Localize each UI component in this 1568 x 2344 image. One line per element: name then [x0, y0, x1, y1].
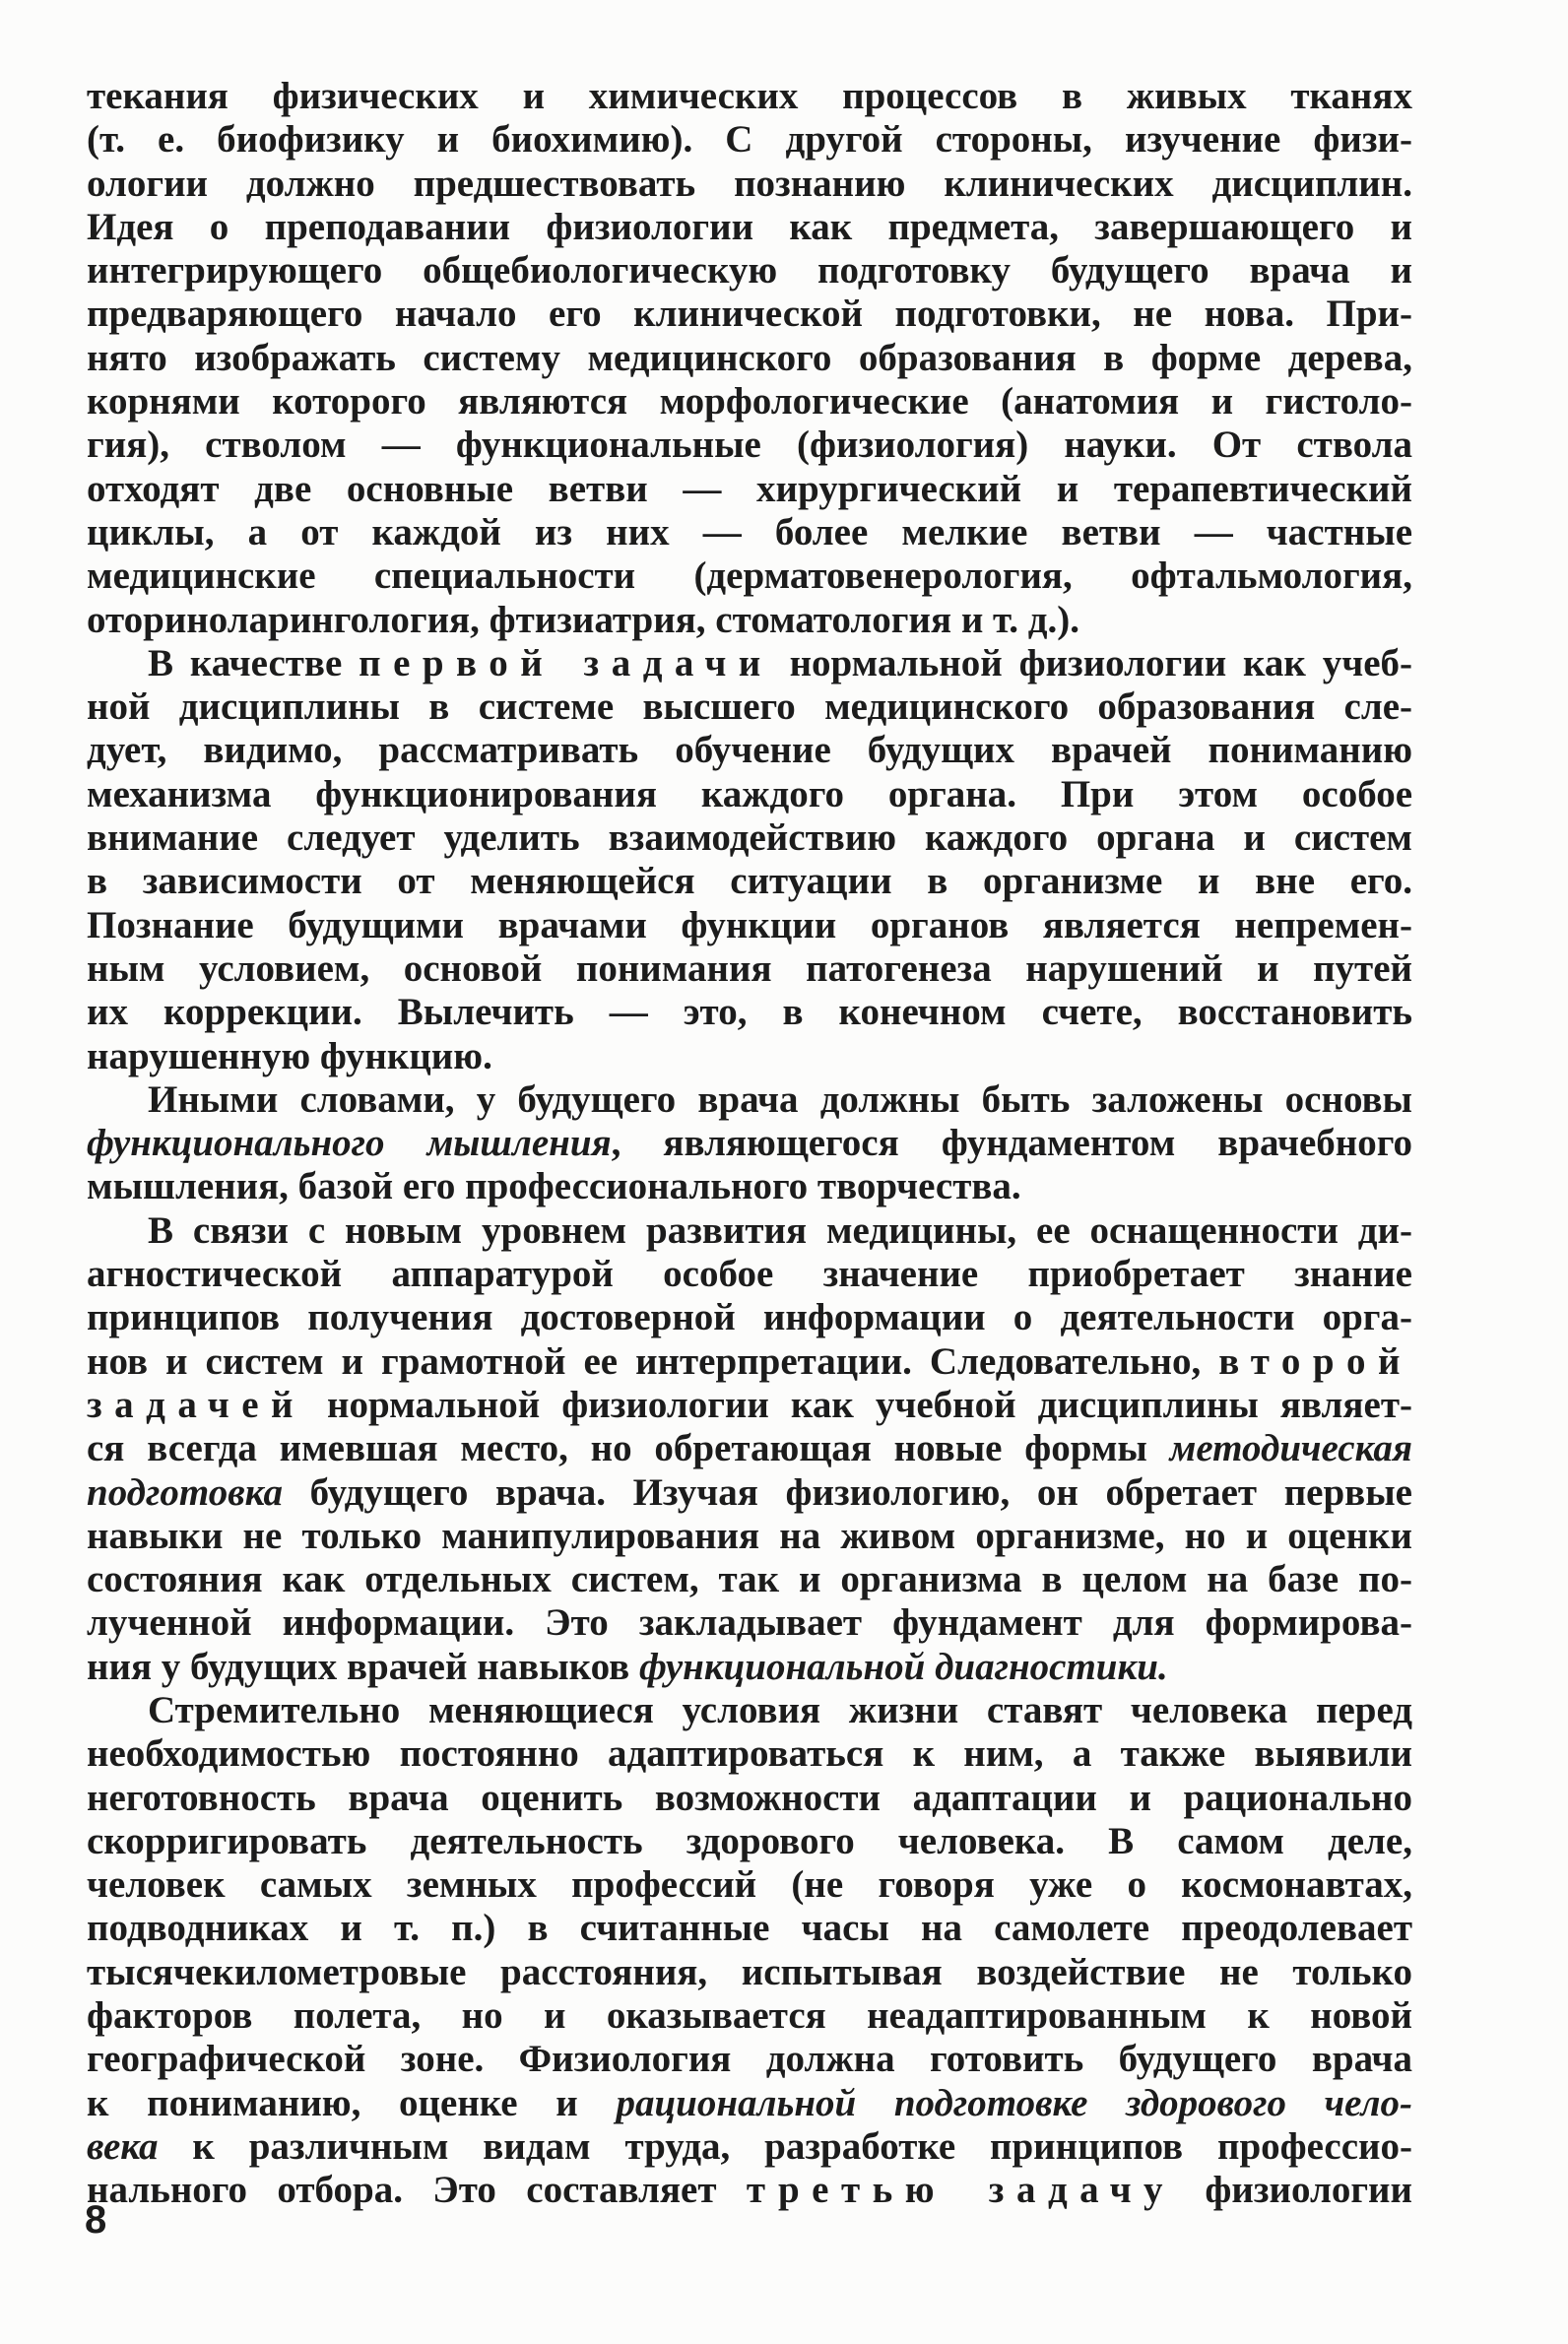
text-run: ной дисциплины в системе высшего медицинского образования сле-	[87, 685, 1412, 729]
text-run: механизма функционирования каждого органа. При этом особое	[87, 772, 1412, 815]
text-run: Стремительно меняющиеся условия жизни ставят человека перед	[148, 1688, 1412, 1731]
text-line	[87, 293, 1412, 336]
text-run: ологии должно предшествовать познанию клинических дисциплин.	[87, 162, 1412, 205]
spaced-emphasis: задачей	[87, 1383, 305, 1426]
text-line	[87, 1165, 1412, 1208]
text-run: неготовность врача оценить возможности адаптации и рационально	[87, 1776, 1412, 1819]
text-line	[87, 468, 1412, 511]
text-run: принципов получения достоверной информации о деятельности орга-	[87, 1296, 1412, 1339]
text-run: ся всегда имевшая место, но обретающая новые формы	[87, 1427, 1170, 1470]
text-line	[87, 599, 1412, 642]
text-line	[87, 554, 1412, 598]
text-run: Познание будущими врачами функции органов является непремен-	[87, 903, 1412, 946]
text-line	[87, 163, 1412, 206]
paragraph	[87, 1689, 1412, 2213]
text-line	[87, 1951, 1412, 1994]
text-run: отходят две основные ветви — хирургический и терапевтический	[87, 467, 1412, 510]
text-run: (т. е. биофизику и биохимию). С другой стороны, изучение физи-	[87, 118, 1412, 162]
spaced-emphasis: первой задачи	[359, 641, 773, 684]
text-run: нарушенную функцию.	[87, 1034, 492, 1077]
text-line	[87, 1601, 1412, 1645]
text-line	[87, 1646, 1412, 1689]
text-run: циклы, а от каждой из них — более мелкие ветви — частные	[87, 510, 1412, 553]
text-line	[87, 2125, 1412, 2169]
text-line	[87, 1427, 1412, 1470]
paragraph	[87, 642, 1412, 1078]
italic-emphasis: подготовка	[87, 1470, 283, 1514]
text-run: человек самых земных профессий (не говоря уже о космонавтах,	[87, 1863, 1412, 1907]
text-line	[87, 1732, 1412, 1776]
text-line	[87, 1689, 1412, 1732]
text-line	[87, 423, 1412, 467]
text-run: в зависимости от меняющейся ситуации в организме и вне его.	[87, 860, 1412, 903]
text-line	[87, 380, 1412, 423]
text-run: скорригировать деятельность здорового человека. В самом деле,	[87, 1819, 1412, 1862]
text-line	[87, 991, 1412, 1034]
text-line	[87, 1820, 1412, 1863]
text-line	[87, 1296, 1412, 1339]
italic-emphasis: рациональной подготовке здорового чело-	[616, 2081, 1412, 2124]
text-line	[87, 1863, 1412, 1907]
text-run: к пониманию, оценке и	[87, 2081, 617, 2124]
text-run: их коррекции. Вылечить — это, в конечном счете, восстановить	[87, 991, 1412, 1034]
text-run: интегрирующего общебиологическую подготовку будущего врача и	[87, 249, 1412, 293]
text-run: внимание следует уделить взаимодействию каждого органа и систем	[87, 816, 1412, 860]
text-line	[87, 1122, 1412, 1165]
italic-emphasis: функционального мышления	[87, 1122, 612, 1165]
text-run: нов и систем и грамотной ее интерпретации. Следовательно,	[87, 1339, 1219, 1383]
text-line	[87, 1035, 1412, 1078]
text-line	[87, 1777, 1412, 1820]
text-run: к различным видам труда, разработке принципов профессио-	[158, 2124, 1412, 2168]
text-line	[87, 685, 1412, 729]
text-line	[87, 947, 1412, 991]
spaced-emphasis: второй	[1218, 1339, 1412, 1383]
text-run: В связи с новым уровнем развития медицины, ее оснащенности ди-	[148, 1208, 1412, 1252]
body-text	[87, 75, 1412, 2213]
text-line	[87, 249, 1412, 293]
text-line	[87, 2169, 1412, 2212]
italic-emphasis: методическая	[1169, 1427, 1412, 1470]
text-line	[87, 2038, 1412, 2081]
text-line	[87, 1558, 1412, 1601]
paragraph	[87, 75, 1412, 642]
text-line	[87, 1907, 1412, 1950]
text-run: навыки не только манипулирования на живом организме, но и оценки	[87, 1514, 1412, 1557]
paragraph	[87, 1078, 1412, 1209]
text-line	[87, 1384, 1412, 1427]
text-run: нормальной физиологии как учебной дисциплины являет-	[304, 1383, 1412, 1426]
text-run: корнями которого являются морфологические (анатомия и гистоло-	[87, 380, 1412, 423]
text-run: , являющегося фундаментом врачебного	[611, 1122, 1412, 1165]
text-line	[87, 642, 1412, 685]
text-run: ным условием, основой понимания патогенеза нарушений и путей	[87, 946, 1412, 990]
page-number: 8	[85, 2198, 107, 2242]
text-line	[87, 1209, 1412, 1253]
text-line	[87, 1994, 1412, 2038]
text-run: ния у будущих врачей навыков	[87, 1645, 639, 1688]
text-line	[87, 1340, 1412, 1384]
text-run: состояния как отдельных систем, так и организма в целом на базе по-	[87, 1558, 1412, 1601]
text-line	[87, 1078, 1412, 1122]
text-line	[87, 75, 1412, 118]
text-run: лученной информации. Это закладывает фундамент для формирова-	[87, 1601, 1412, 1645]
text-run: предваряющего начало его клинической подготовки, не нова. При-	[87, 293, 1412, 336]
text-line	[87, 206, 1412, 249]
text-run: будущего врача. Изучая физиологию, он обретает первые	[282, 1470, 1412, 1514]
text-run: необходимостью постоянно адаптироваться к ним, а также выявили	[87, 1732, 1412, 1776]
text-run: физиологии	[1175, 2169, 1413, 2212]
text-line	[87, 729, 1412, 772]
text-run: нормальной физиологии как учеб-	[772, 641, 1413, 684]
text-line	[87, 337, 1412, 380]
text-line	[87, 860, 1412, 903]
text-run: нято изображать систему медицинского образования в форме дерева,	[87, 336, 1412, 379]
text-run: нального отбора. Это составляет	[87, 2169, 747, 2212]
text-line	[87, 816, 1412, 860]
text-line	[87, 1471, 1412, 1515]
text-run: географической зоне. Физиология должна готовить будущего врача	[87, 2038, 1412, 2081]
text-line	[87, 1515, 1412, 1558]
text-run: тысячекилометровые расстояния, испытывая воздействие не только	[87, 1950, 1412, 1993]
text-run: подводниках и т. п.) в считанные часы на самолете преодолевает	[87, 1907, 1412, 1950]
text-line	[87, 904, 1412, 947]
text-run: дует, видимо, рассматривать обучение будущих врачей пониманию	[87, 729, 1412, 772]
text-run: мышления, базой его профессионального творчества.	[87, 1165, 1021, 1208]
text-run: В качестве	[148, 641, 359, 684]
text-line	[87, 118, 1412, 162]
text-run: оториноларингология, фтизиатрия, стоматология и т. д.).	[87, 598, 1079, 641]
paragraph	[87, 1209, 1412, 1689]
text-run: Иными словами, у будущего врача должны быть заложены основы	[148, 1077, 1412, 1121]
text-run: факторов полета, но и оказывается неадаптированным к новой	[87, 1994, 1412, 2038]
text-line	[87, 2082, 1412, 2125]
text-run: медицинские специальности (дерматовенерология, офтальмология,	[87, 554, 1412, 598]
text-line	[87, 1253, 1412, 1296]
italic-emphasis: века	[87, 2124, 159, 2168]
text-run: агностической аппаратурой особое значение приобретает знание	[87, 1253, 1412, 1296]
italic-emphasis: функциональной диагностики.	[638, 1645, 1168, 1688]
spaced-emphasis: третью задачу	[746, 2169, 1176, 2212]
text-run: Идея о преподавании физиологии как предмета, завершающего и	[87, 205, 1412, 248]
text-line	[87, 773, 1412, 816]
text-run: текания физических и химических процессов в живых тканях	[87, 75, 1412, 117]
text-run: гия), стволом — функциональные (физиология) науки. От ствола	[87, 423, 1412, 467]
text-line	[87, 511, 1412, 554]
